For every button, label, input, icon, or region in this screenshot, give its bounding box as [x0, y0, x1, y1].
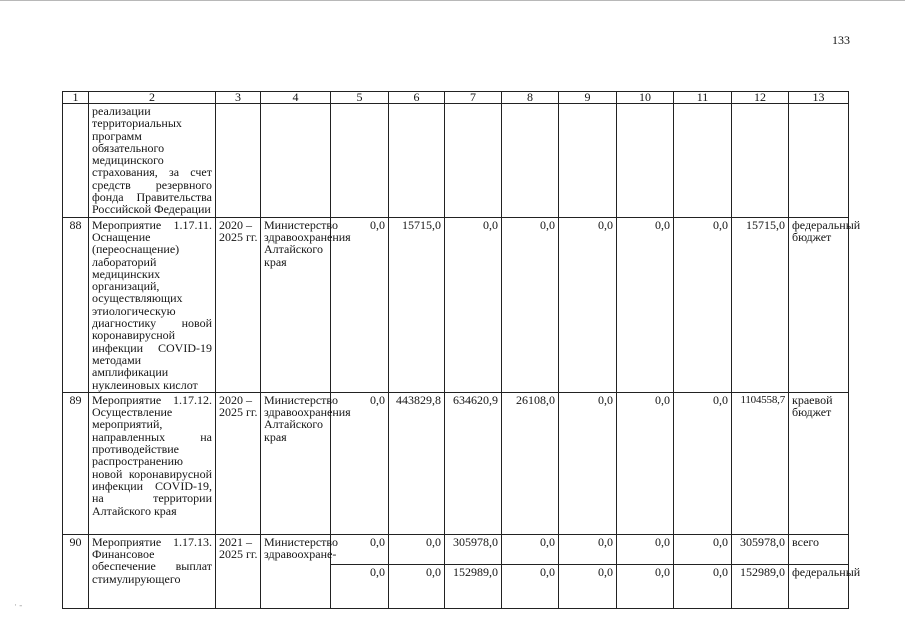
- row-value: [617, 104, 674, 218]
- header-cell: 10: [617, 92, 674, 104]
- row-years: [216, 104, 261, 218]
- row-value: 0,0: [502, 534, 559, 564]
- row-executor: Министерство здравоохранения Алтайского края: [261, 392, 331, 534]
- row-executor: Министерство здравоохранения Алтайского края: [261, 217, 331, 392]
- header-cell: 6: [389, 92, 445, 104]
- row-source: всего: [789, 534, 849, 564]
- header-cell: 5: [331, 92, 389, 104]
- header-cell: 11: [674, 92, 732, 104]
- row-value: 0,0: [617, 217, 674, 392]
- header-row: [63, 92, 849, 104]
- row-value: 1104558,7: [732, 392, 789, 534]
- page-number: 133: [832, 33, 850, 47]
- header-cell: 13: [789, 92, 849, 104]
- row-years: 2021 – 2025 гг.: [216, 534, 261, 608]
- row-value: [732, 104, 789, 218]
- row-executor: Министерство здравоохране-: [261, 534, 331, 608]
- row-source: краевой бюджет: [789, 392, 849, 534]
- row-value: [445, 104, 502, 218]
- row-value: [502, 104, 559, 218]
- row-years: 2020 – 2025 гг.: [216, 392, 261, 534]
- row-value: 0,0: [559, 564, 617, 608]
- table-row: [63, 217, 849, 392]
- row-value: 305978,0: [732, 534, 789, 564]
- row-value: 0,0: [331, 534, 389, 564]
- row-value: 15715,0: [732, 217, 789, 392]
- header-cell: 9: [559, 92, 617, 104]
- row-value: 152989,0: [445, 564, 502, 608]
- row-value: [331, 104, 389, 218]
- row-value: [559, 104, 617, 218]
- table-row: [63, 534, 849, 564]
- row-value: 0,0: [674, 392, 732, 534]
- row-value: 0,0: [331, 392, 389, 534]
- row-value: 0,0: [389, 534, 445, 564]
- header-cell: 1: [63, 92, 89, 104]
- row-number: [63, 104, 89, 218]
- header-cell: 3: [216, 92, 261, 104]
- row-years: 2020 – 2025 гг.: [216, 217, 261, 392]
- row-value: 0,0: [559, 392, 617, 534]
- row-value: 0,0: [559, 217, 617, 392]
- row-description: реализации территориальных программ обязательного медицинского страхования, за счет средств резервного фонда Правительства Российской Федерации: [89, 104, 216, 218]
- scan-artifact: · -: [14, 600, 23, 610]
- row-number: 88: [63, 217, 89, 392]
- table-row: [63, 392, 849, 534]
- budget-table: [62, 90, 861, 609]
- row-description: Мероприятие 1.17.11. Оснащение (переоснащение) лабораторий медицинских организаций, осуществляющих этиологическую диагностику новой коронавирусной инфекции COVID-19 методами амплификации нуклеиновых кислот: [89, 217, 216, 392]
- row-description: Мероприятие 1.17.12. Осуществление мероприятий, направленных на противодействие распространению новой коронавирусной инфекции COVID-19, на территории Алтайского края: [89, 392, 216, 534]
- header-cell: 7: [445, 92, 502, 104]
- row-value: 443829,8: [389, 392, 445, 534]
- row-source: [789, 104, 849, 218]
- row-number: 89: [63, 392, 89, 534]
- row-description: Мероприятие 1.17.13. Финансовое обеспечение выплат стимулирующего: [89, 534, 216, 608]
- row-value: [674, 104, 732, 218]
- row-number: 90: [63, 534, 89, 608]
- header-cell: 8: [502, 92, 559, 104]
- scan-edge: [0, 0, 905, 1]
- row-executor: [261, 104, 331, 218]
- row-value: 0,0: [502, 217, 559, 392]
- row-value: 0,0: [674, 564, 732, 608]
- row-source: федеральный: [789, 564, 849, 608]
- row-value: [389, 104, 445, 218]
- row-value: 0,0: [331, 564, 389, 608]
- row-value: 0,0: [617, 392, 674, 534]
- row-value: 15715,0: [389, 217, 445, 392]
- row-value: 0,0: [674, 217, 732, 392]
- row-value: 0,0: [559, 534, 617, 564]
- row-value: 0,0: [331, 217, 389, 392]
- row-value: 634620,9: [445, 392, 502, 534]
- header-cell: 4: [261, 92, 331, 104]
- row-value: 0,0: [445, 217, 502, 392]
- header-cell: 2: [89, 92, 216, 104]
- row-value: 0,0: [617, 534, 674, 564]
- header-cell: 12: [732, 92, 789, 104]
- row-source: федеральный бюджет: [789, 217, 849, 392]
- row-value: 0,0: [674, 534, 732, 564]
- table-row: [63, 104, 849, 218]
- row-value: 305978,0: [445, 534, 502, 564]
- row-value: 0,0: [502, 564, 559, 608]
- row-value: 0,0: [617, 564, 674, 608]
- row-value: 152989,0: [732, 564, 789, 608]
- row-value: 26108,0: [502, 392, 559, 534]
- row-value: 0,0: [389, 564, 445, 608]
